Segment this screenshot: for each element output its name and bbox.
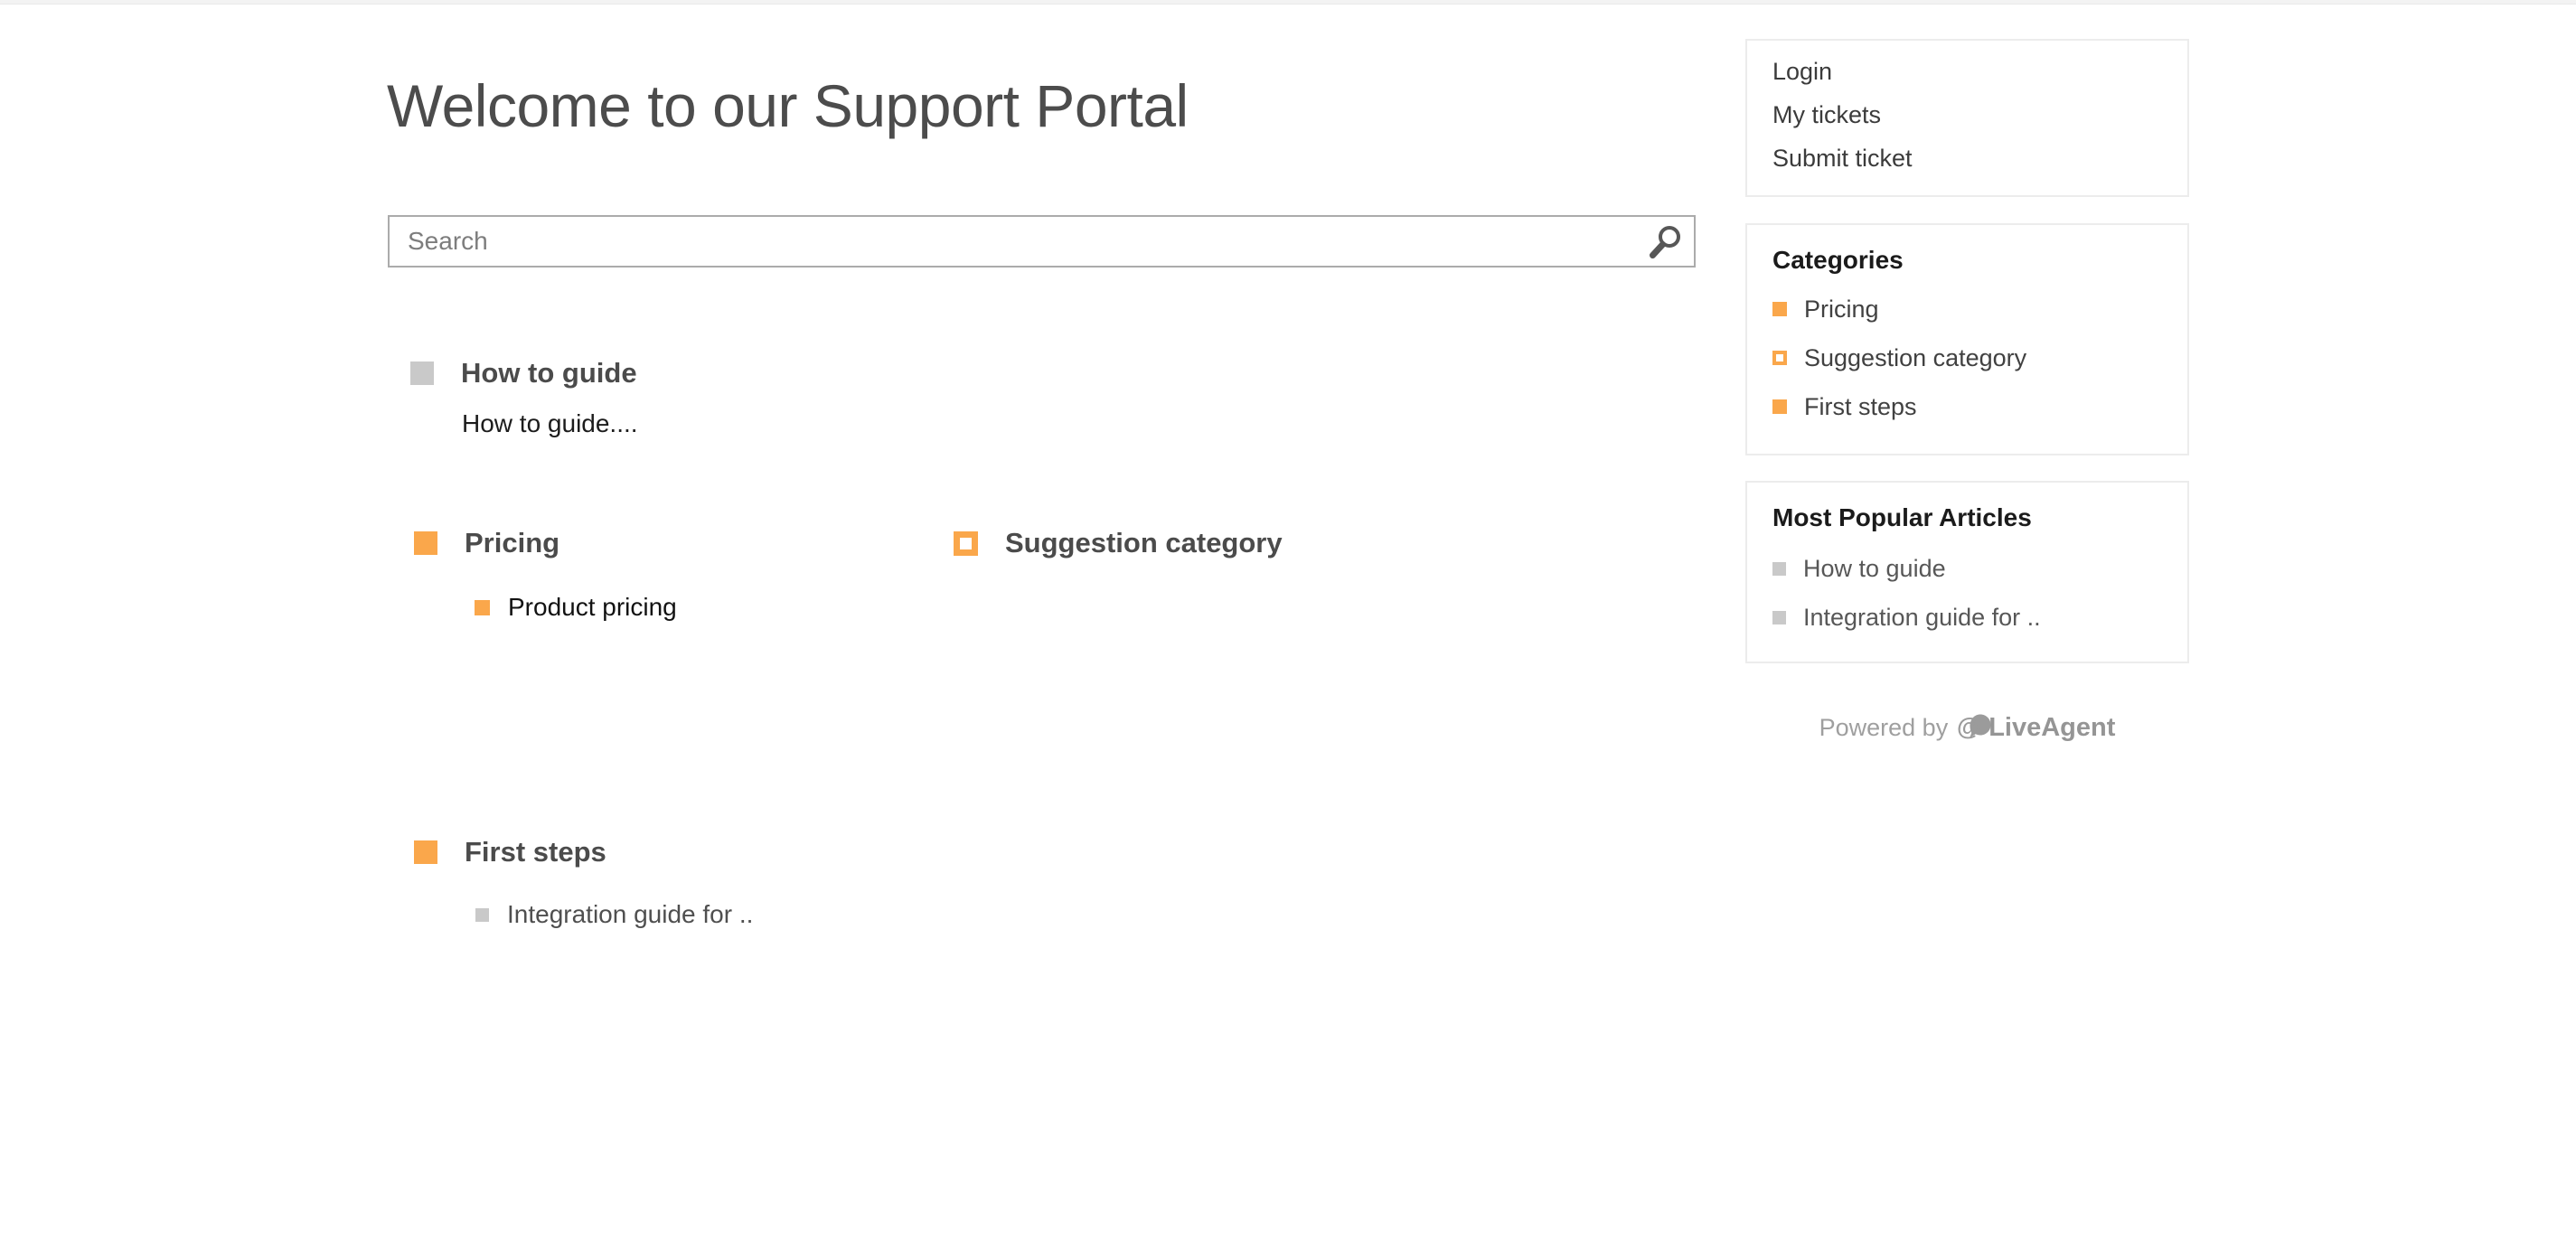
orange-square-icon <box>1772 302 1787 316</box>
category-suggestion-link[interactable]: Suggestion category <box>1005 527 1283 559</box>
sidebar-link-login[interactable]: Login <box>1772 58 1833 85</box>
search-input[interactable] <box>390 217 1694 266</box>
sidebar-link-my-tickets[interactable]: My tickets <box>1772 101 1882 128</box>
category-outline-square-icon <box>954 531 978 556</box>
search-icon <box>1644 224 1684 260</box>
category-gray-square-icon <box>410 361 434 385</box>
page-title: Welcome to our Support Portal <box>387 72 1189 139</box>
svg-text:@: @ <box>1957 713 1981 740</box>
gray-square-icon <box>1772 562 1786 576</box>
sidebar-popular-integration-guide[interactable] <box>1772 593 2162 642</box>
sidebar-category-label[interactable]: First steps <box>1804 393 1917 420</box>
sidebar-category-label[interactable]: Pricing <box>1804 296 1879 323</box>
category-orange-square-icon <box>414 531 437 555</box>
search-bar <box>388 215 1696 268</box>
sidebar-category-pricing[interactable] <box>1772 285 2162 333</box>
sidebar-categories-box <box>1745 223 2189 455</box>
sidebar-popular-box <box>1745 481 2189 663</box>
category-pricing <box>414 528 559 559</box>
liveagent-link[interactable] <box>1957 712 2115 743</box>
sidebar-category-label[interactable]: Suggestion category <box>1804 344 2027 371</box>
article-label[interactable]: Integration guide for .. <box>507 900 754 928</box>
article-gray-square-icon <box>475 908 489 922</box>
sidebar-category-suggestion[interactable] <box>1772 333 2162 382</box>
orange-square-icon <box>1772 399 1787 414</box>
powered-by-text: Powered by <box>1819 714 1949 741</box>
article-product-pricing[interactable] <box>475 592 677 623</box>
sidebar-category-first-steps[interactable] <box>1772 382 2162 431</box>
sidebar-categories-title: Categories <box>1772 246 1904 274</box>
sidebar-popular-label[interactable]: How to guide <box>1803 555 1946 582</box>
article-label[interactable]: Product pricing <box>508 593 677 621</box>
gray-square-icon <box>1772 611 1786 624</box>
category-first-steps-link[interactable]: First steps <box>465 836 606 868</box>
liveagent-brand-text[interactable]: LiveAgent <box>1988 713 2116 742</box>
sidebar-popular-title: Most Popular Articles <box>1772 503 2032 531</box>
category-how-to-guide-link[interactable]: How to guide <box>461 357 637 389</box>
category-first-steps <box>414 837 606 868</box>
sidebar-nav-box <box>1745 39 2189 197</box>
category-how-to-guide <box>410 358 637 389</box>
top-border-strip <box>0 0 2576 5</box>
orange-outline-square-icon <box>1772 351 1787 365</box>
liveagent-logo-icon <box>1957 712 1991 743</box>
powered-by <box>1745 712 2189 743</box>
category-orange-square-icon <box>414 840 437 864</box>
article-orange-square-icon <box>475 600 490 615</box>
category-pricing-link[interactable]: Pricing <box>465 527 560 559</box>
sidebar-popular-label[interactable]: Integration guide for .. <box>1803 604 2041 631</box>
sidebar-link-submit-ticket[interactable]: Submit ticket <box>1772 145 1913 172</box>
sidebar-popular-how-to-guide[interactable] <box>1772 544 2162 593</box>
category-suggestion <box>954 528 1283 559</box>
search-button[interactable] <box>1641 224 1687 260</box>
article-integration-guide[interactable] <box>475 899 753 930</box>
category-how-to-guide-subtitle: How to guide.... <box>462 409 638 437</box>
